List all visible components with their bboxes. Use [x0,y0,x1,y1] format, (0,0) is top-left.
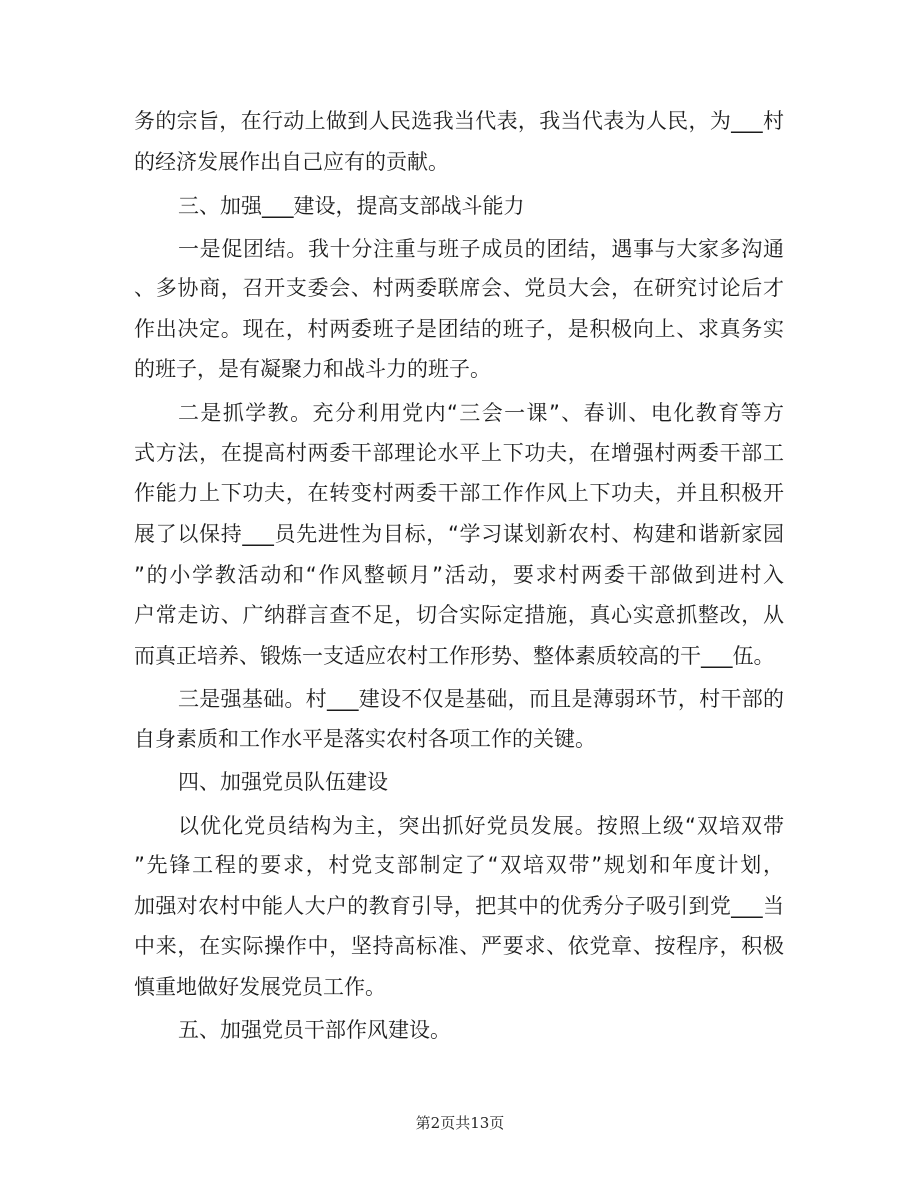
text-line: 加强对农村中能人大户的教育引导，把其中的优秀分子吸引到党___当 [134,894,784,918]
text-line: 三是强基础。村___建设不仅是基础，而且是薄弱环节，村干部的 [178,687,784,711]
text-line: 展了以保持___员先进性为目标，“学习谋划新农村、构建和谐新家园 [134,522,784,546]
text-line: 作出决定。现在，村两委班子是团结的班子，是积极向上、求真务实 [134,317,784,341]
text-line: 的经济发展作出自己应有的贡献。 [134,150,449,174]
section-heading: 四、加强党员队伍建设 [178,770,388,794]
text-line: 以优化党员结构为主，突出抓好党员发展。按照上级“双培双带 [178,814,784,838]
page-number-footer: 第2页共13页 [415,1114,505,1132]
text-line: 自身素质和工作水平是落实农村各项工作的关键。 [134,727,596,751]
text-line: ”先锋工程的要求，村党支部制定了“双培双带”规划和年度计划， [134,853,784,877]
text-line: 、多协商，召开支委会、村两委联席会、党员大会，在研究讨论后才 [134,276,784,300]
section-heading: 三、加强___建设，提高支部战斗能力 [178,194,525,218]
text-line: 慎重地做好发展党员工作。 [134,975,386,999]
text-line: 的班子，是有凝聚力和战斗力的班子。 [134,357,491,381]
text-line: 二是抓学教。充分利用党内“三会一课”、春训、电化教育等方 [178,401,784,425]
text-line: 一是促团结。我十分注重与班子成员的团结，遇事与大家多沟通 [178,237,784,261]
section-heading: 五、加强党员干部作风建设。 [178,1018,451,1042]
text-line: 务的宗旨，在行动上做到人民选我当代表，我当代表为人民，为___村 [134,109,784,133]
text-line: 户常走访、广纳群言查不足，切合实际定措施，真心实意抓整改，从 [134,603,784,627]
text-line: 而真正培养、锻炼一支适应农村工作形势、整体素质较高的干___伍。 [134,644,775,668]
text-line: 中来，在实际操作中，坚持高标准、严要求、依党章、按程序，积极 [134,934,784,958]
text-line: ”的小学教活动和“作风整顿月”活动，要求村两委干部做到进村入 [134,563,784,587]
text-line: 作能力上下功夫，在转变村两委干部工作作风上下功夫，并且积极开 [134,481,784,505]
text-line: 式方法，在提高村两委干部理论水平上下功夫，在增强村两委干部工 [134,441,784,465]
